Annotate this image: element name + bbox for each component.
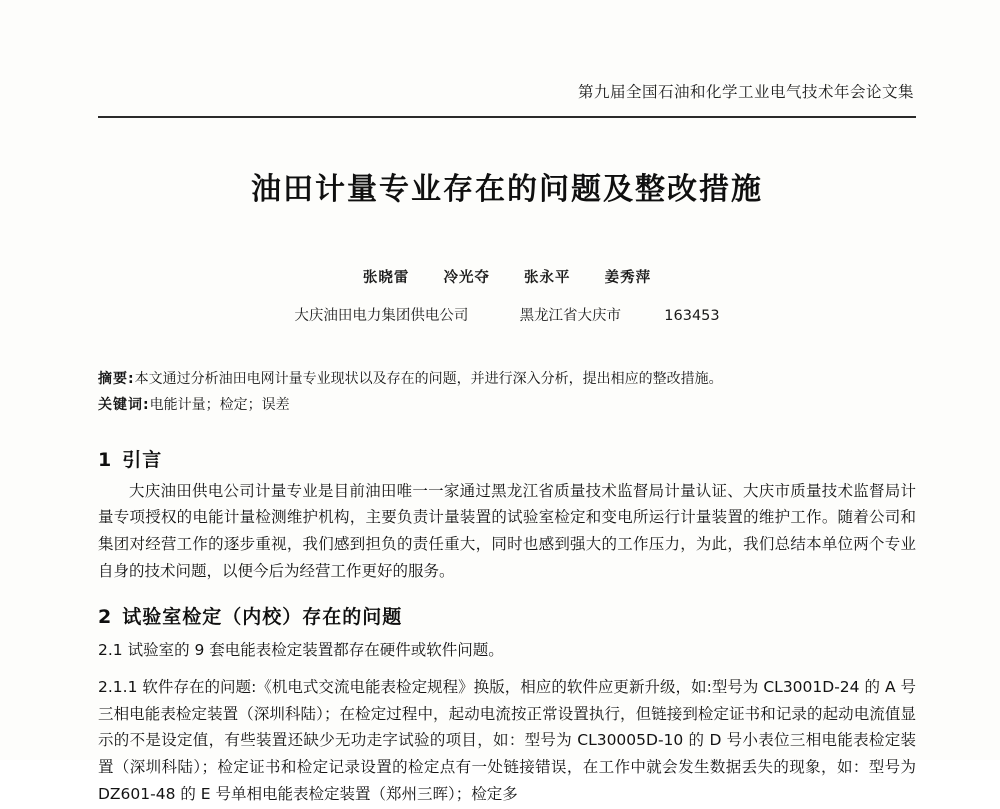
affiliation [98,304,916,325]
keywords-label: 关键词: [98,396,150,413]
author-list [98,266,916,287]
running-header: 第九届全国石油和化学工业电气技术年会论文集 [577,83,914,101]
affiliation-org: 大庆油田电力集团供电公司 [294,308,469,324]
section-heading-2 [98,602,916,629]
page-content [98,80,916,809]
affiliation-location: 黑龙江省大庆市 [519,308,622,324]
author-name: 张晓雷 [362,270,410,286]
section-1-paragraph: 大庆油田供电公司计量专业是目前油田唯一一家通过黑龙江省质量技术监督局计量认证、大庆市质量技术监督局计量专项授权的电能计量检测维护机构，主要负责计量装置的试验室检定和变电所运行计量装置的维护工作。随着公司和集团对经营工作的逐步重视，我们感到担负的责任重大，同时也感到强大的工作压力，为此，我们总结本单位两个专业自身的技术问题，以便今后为经营工作更好的服务。 [98,481,916,580]
author-name: 冷光夺 [443,270,490,286]
abstract-line [98,367,916,393]
author-name: 张永平 [524,270,571,286]
section-heading-1 [98,445,916,472]
section-number: 2 [98,606,113,629]
keywords-text: 电能计量；检定；误差 [149,396,290,413]
section-title: 引言 [122,448,163,471]
section-number: 1 [98,448,113,471]
affiliation-postcode: 163453 [664,308,720,324]
section-2-paragraph-2: 2.1.1 软件存在的问题:《机电式交流电能表检定规程》换版，相应的软件应更新升级，如:型号为 CL3001D-24 的 A 号三相电能表检定装置（深圳科陆）；在检定过程中，起动电流按正常设置执行，但链接到检定证书和记录的起动电流值显示的不是设定值，有些装置还缺少无功走字试验的项目，如：型号为 CL30005D-10 的 D 号小表位三相电能表检定装置（深圳科陆）；检定证书和检定记录设置的检定点有一处链接错误，在工作中就会发生数据丢失的现象，如：型号为 DZ601-48 的 E 号单相电能表检定装置（郑州三晖）；检定多 [98,678,916,803]
keywords-line [98,393,916,419]
header-divider [98,116,916,118]
section-title: 试验室检定（内校）存在的问题 [122,606,403,629]
page-title: 油田计量专业存在的问题及整改措施 [251,172,763,207]
abstract-label: 摘要: [98,371,135,387]
author-name: 姜秀萍 [604,270,652,286]
section-2-paragraph-1: 2.1 试验室的 9 套电能表检定装置都存在硬件或软件问题。 [98,641,504,660]
abstract-block [98,367,916,419]
abstract-text: 本文通过分析油田电网计量专业现状以及存在的问题，并进行深入分析，提出相应的整改措施。 [134,371,723,387]
